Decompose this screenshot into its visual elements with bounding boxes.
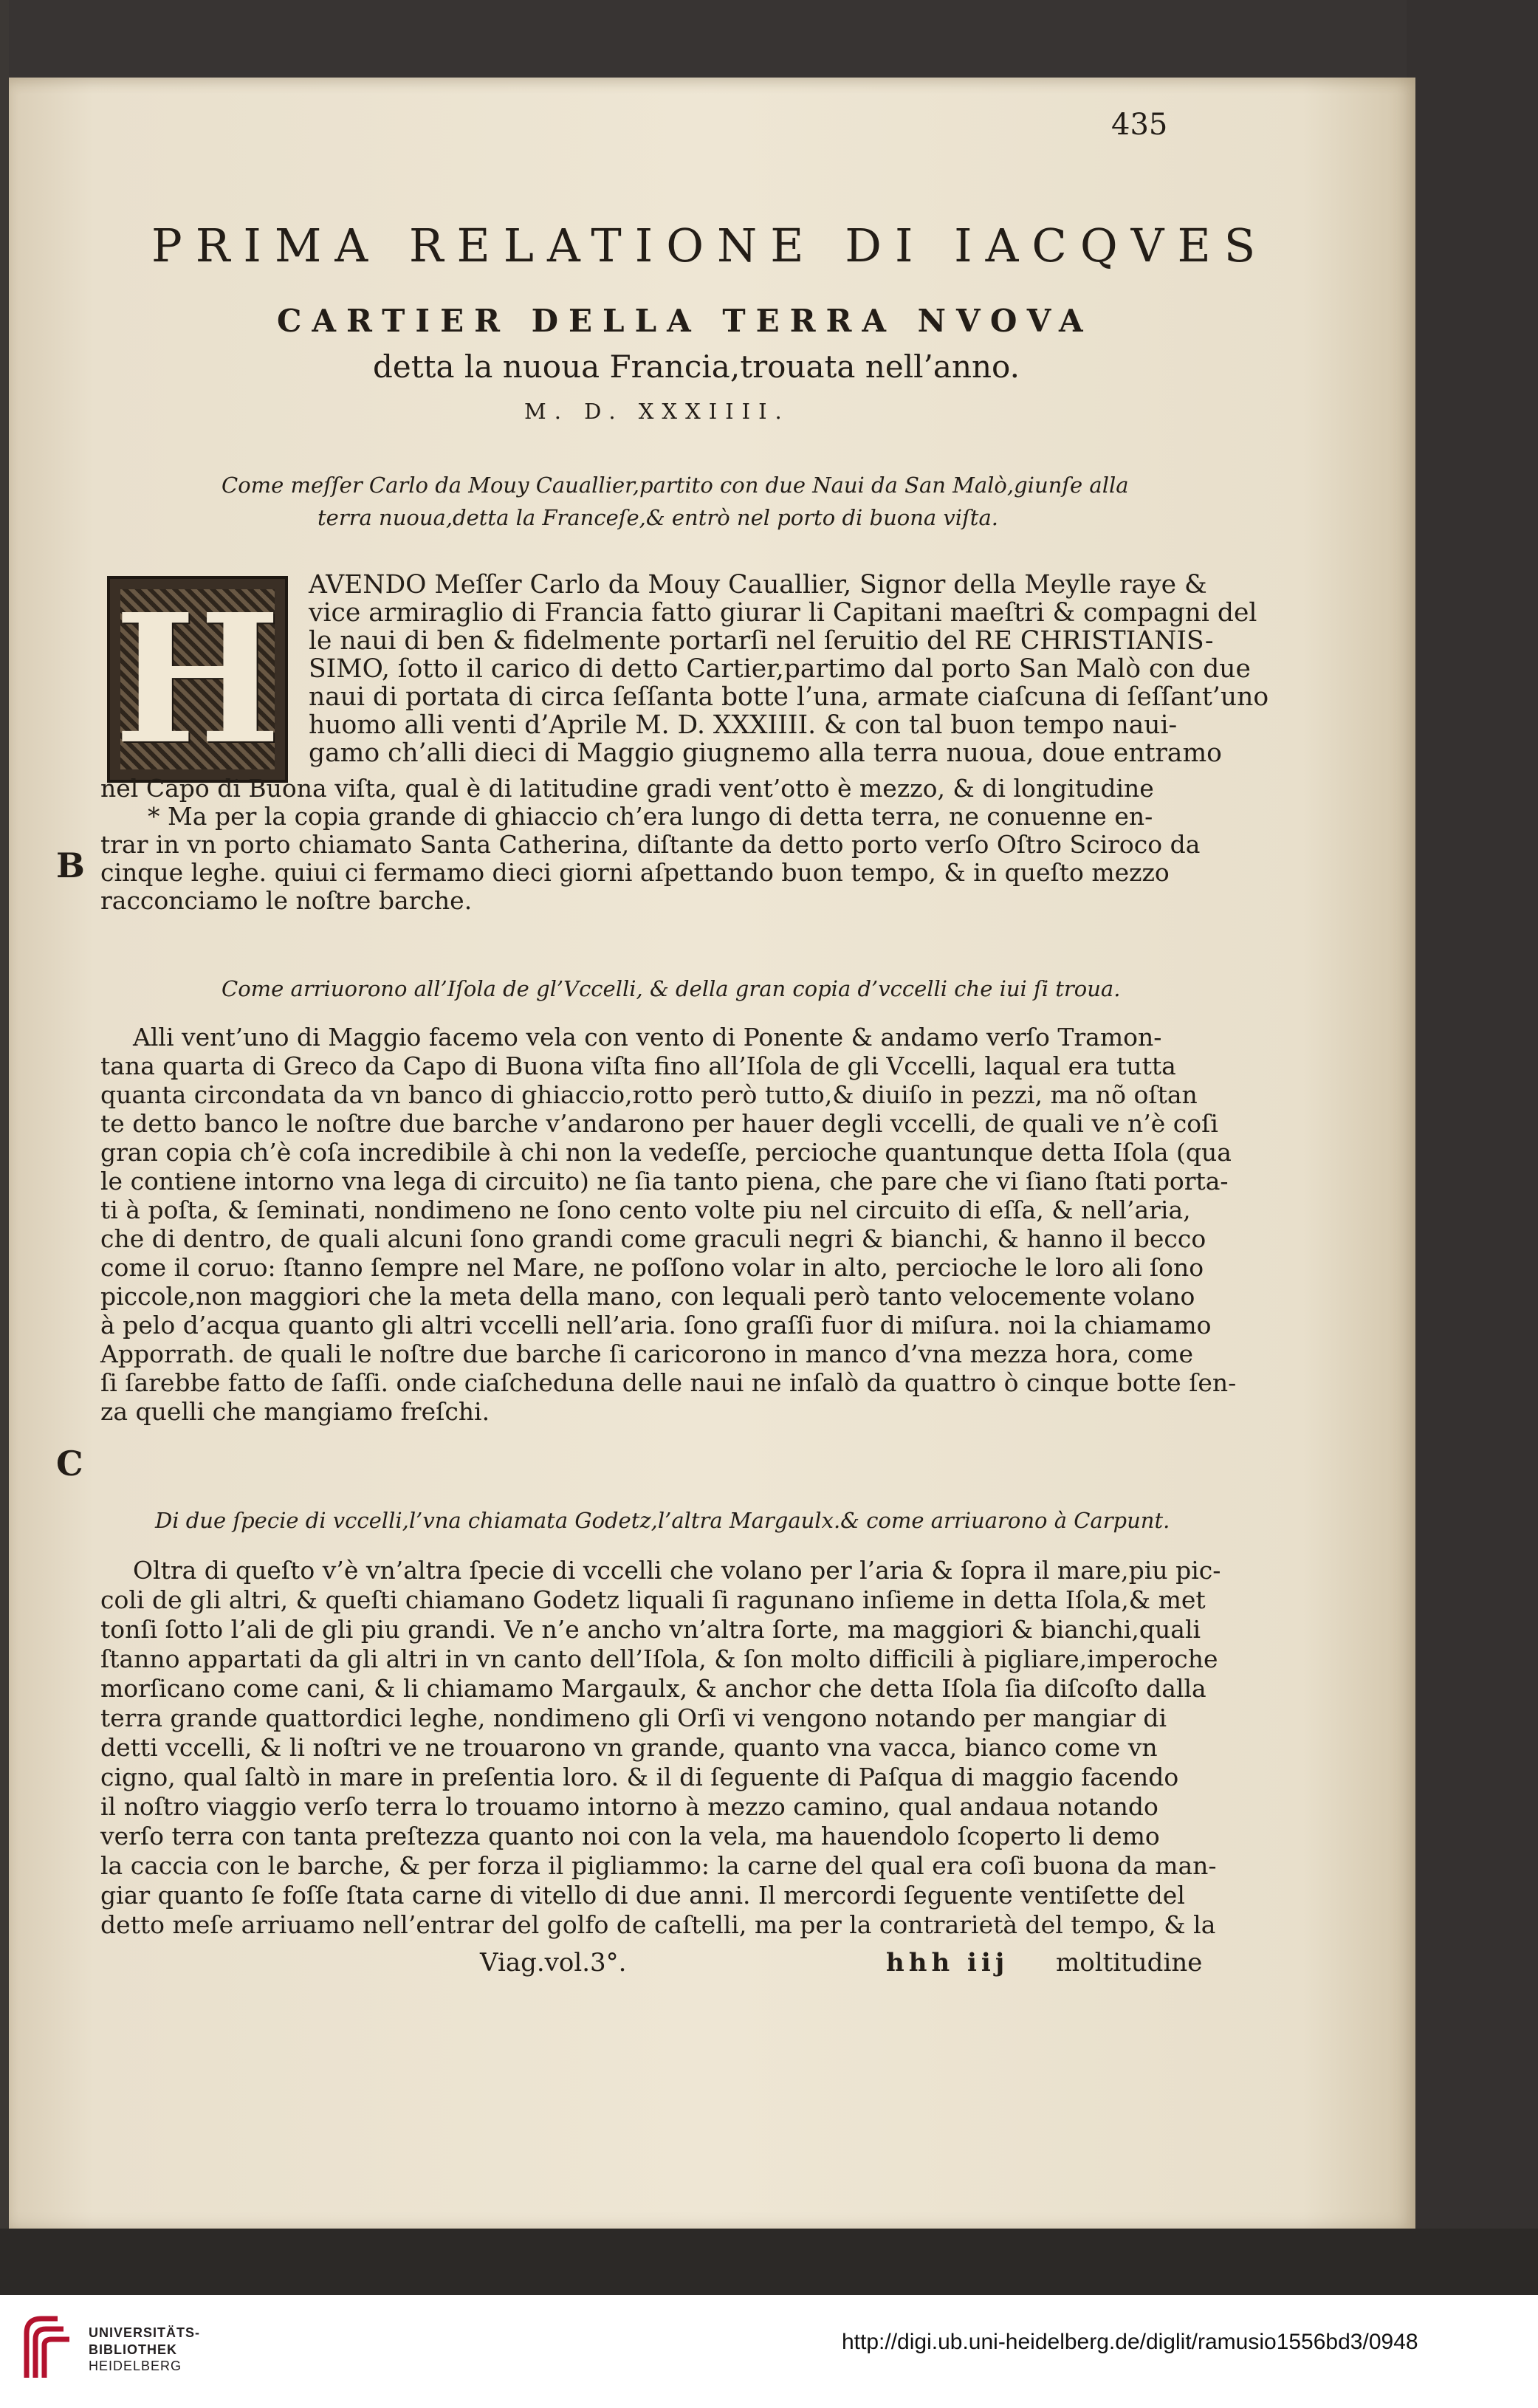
text-line: il noſtro viaggio verſo terra lo trouamo intorno à mezzo camino, qual andaua notando [100,1792,1158,1821]
text-line: verſo terra con tanta preſtezza quanto noi con la vela, ma hauendolo ſcoperto li demo [100,1822,1160,1850]
page-number: 435 [1111,108,1168,142]
text-line: tana quarta di Greco da Capo di Buona viſta fino all’Iſola de gli Vccelli, laqual era tutta [100,1052,1176,1080]
text-line: come il coruo: ſtanno ſempre nel Mare, ne poſſono volar in alto, percioche le loro ali ſono [100,1253,1204,1282]
signature-leaf: hhh iij [886,1948,1009,1977]
text-line: giar quanto ſe foſſe ſtata carne di vitello di due anni. Il mercordi ſeguente ventiſette del [100,1881,1185,1910]
text-line: piccole,non maggiori che la meta della mano, con lequali però tanto velocemente volano [100,1282,1195,1311]
text-line: huomo alli venti d’Aprile M. D. XXXIIII. & con tal buon tempo naui- [309,710,1178,740]
text-line: gran copia ch’è coſa incredibile à chi non la vedeſſe, percioche quantunque detta Iſola (qua [100,1138,1232,1167]
library-name [89,2325,200,2375]
text-line: le contiene intorno vna lega di circuito) ne ſia tanto piena, che pare che vi ſiano ſtati porta- [100,1167,1229,1196]
title-description: detta la nuoua Francia,trouata nell’anno. [373,349,1020,385]
margin-letter-c: C [56,1444,83,1483]
source-url-link[interactable]: http://digi.ub.uni-heidelberg.de/diglit/ramusio1556bd3/0948 [842,2330,1418,2354]
library-name-line: UNIVERSITÄTS- [89,2325,201,2340]
text-line: * Ma per la copia grande di ghiaccio ch’era lungo di detta terra, ne conuenne en- [148,802,1153,831]
text-line: ſtanno appartati da gli altri in vn canto dell’Iſola, & ſon molto difficili à pigliare,imperoche [100,1644,1218,1673]
text-line: detto meſe arriuamo nell’entrar del golfo de caſtelli, ma per la contrarietà del tempo, & la [100,1910,1216,1939]
decorated-initial [107,576,288,783]
text-line: le naui di ben & fidelmente portarſi nel ſeruitio del RE CHRISTIANIS- [309,626,1214,656]
text-line: te detto banco le noſtre due barche v’andarono per hauer degli vccelli, de quali ve n’è coſi [100,1109,1218,1138]
text-line: ſi ſarebbe fatto de ſaſſi. onde ciaſcheduna delle naui ne inſalò da quattro ò cinque botte ſen- [100,1368,1237,1397]
text-line: à pelo d’acqua quanto gli altri vccelli nell’aria. ſono graſſi fuor di miſura. noi la chiamamo [100,1311,1212,1340]
text-line: detti vccelli, & li noſtri ve ne trouarono vn grande, quanto vna vacca, bianco come vn [100,1733,1158,1762]
title-year: M. D. XXXIIII. [524,399,790,424]
rubric-line: Come arriuorono all’Iſola de gl’Vccelli, & della gran copia d’vccelli che iui ſi troua. [222,976,1121,1001]
text-line: gamo ch’alli dieci di Maggio giugnemo alla terra nuoua, doue entramo [309,738,1222,768]
margin-letter-b: B [56,845,85,885]
text-line: AVENDO Meſſer Carlo da Mouy Cauallier, Signor della Meylle raye & [309,570,1207,600]
rubric-line: Di due ſpecie di vccelli,l’vna chiamata Godetz,l’altra Margaulx.& come arriuarono à Carpunt. [155,1508,1170,1533]
text-line: Alli vent’uno di Maggio facemo vela con vento di Ponente & andamo verſo Tramon- [133,1023,1162,1052]
text-line: za quelli che mangiamo freſchi. [100,1397,490,1426]
text-line: la caccia con le barche, & per forza il pigliammo: la carne del qual era coſi buona da man- [100,1851,1217,1880]
text-line: quanta circondata da vn banco di ghiaccio,rotto però tutto,& diuiſo in pezzi, ma nõ oſtan [100,1080,1198,1109]
text-line: terra grande quattordici leghe, nondimeno gli Orſi vi vengono notando per mangiar di [100,1704,1167,1732]
text-line: ti à poſta, & ſeminati, nondimeno ne ſono cento volte piu nel circuito di eſſa, & nell’aria, [100,1196,1191,1224]
scan-border-left [0,0,9,2295]
text-line: Apporrath. de quali le noſtre due barche ſi caricorono in manco d’vna mezza hora, come [100,1340,1194,1368]
scan-border-bottom [0,2229,1538,2295]
scan-border-right [1407,0,1538,2295]
text-line: racconciamo le noſtre barche. [100,886,473,915]
page-subtitle: CARTIER DELLA TERRA NVOVA [277,303,1094,339]
text-line: cigno, qual ſaltò in mare in preſentia loro. & il di ſeguente di Paſqua di maggio facendo [100,1763,1179,1791]
text-line: nel Capo di Buona viſta, qual è di latitudine gradi vent’otto è mezzo, & di longitudine [100,774,1154,803]
text-line: che di dentro, de quali alcuni ſono grandi come graculi negri & bianchi, & hanno il becco [100,1224,1206,1253]
text-line: SIMO, ſotto il carico di detto Cartier,partimo dal porto San Malò con due [309,654,1251,684]
signature-mark: Viag.vol.3°. [480,1948,627,1977]
text-line: vice armiraglio di Francia fatto giurar li Capitani maeſtri & compagni del [309,598,1257,628]
library-name-line: BIBLIOTHEK [89,2342,177,2357]
library-logo-icon [21,2311,76,2385]
text-line: Oltra di queſto v’è vn’altra ſpecie di vccelli che volano per l’aria & ſopra il mare,piu pic- [133,1556,1221,1585]
text-line: coli de gli altri, & queſti chiamano Godetz liquali ſi ragunano inſieme in detta Iſola,& met [100,1585,1206,1614]
text-line: morſicano come cani, & li chiamamo Margaulx, & anchor che detta Iſola ſia diſcoſto dalla [100,1674,1206,1703]
text-line: cinque leghe. quiui ci fermamo dieci giorni aſpettando buon tempo, & in queſto mezzo [100,858,1170,887]
text-line: trar in vn porto chiamato Santa Catherina, diſtante da detto porto verſo Oſtro Sciroco da [100,830,1201,859]
rubric-line: Come meſſer Carlo da Mouy Cauallier,partito con due Naui da San Malò,giunſe alla [222,473,1129,498]
catchword: moltitudine [1056,1948,1203,1977]
rubric-line: terra nuoua,detta la Franceſe,& entrò nel porto di buona viſta. [317,505,998,530]
text-line: tonſi ſotto l’ali de gli piu grandi. Ve n’e ancho vn’altra ſorte, ma maggiori & bianchi,quali [100,1615,1201,1644]
scan-border-top [0,0,1538,78]
text-line: naui di portata di circa ſeſſanta botte l’una, armate ciaſcuna di ſeſſant’uno [309,682,1269,712]
page-title: PRIMA RELATIONE DI IACQVES [151,219,1269,272]
library-name-line: HEIDELBERG [89,2359,182,2373]
initial-letter: H [114,575,281,783]
